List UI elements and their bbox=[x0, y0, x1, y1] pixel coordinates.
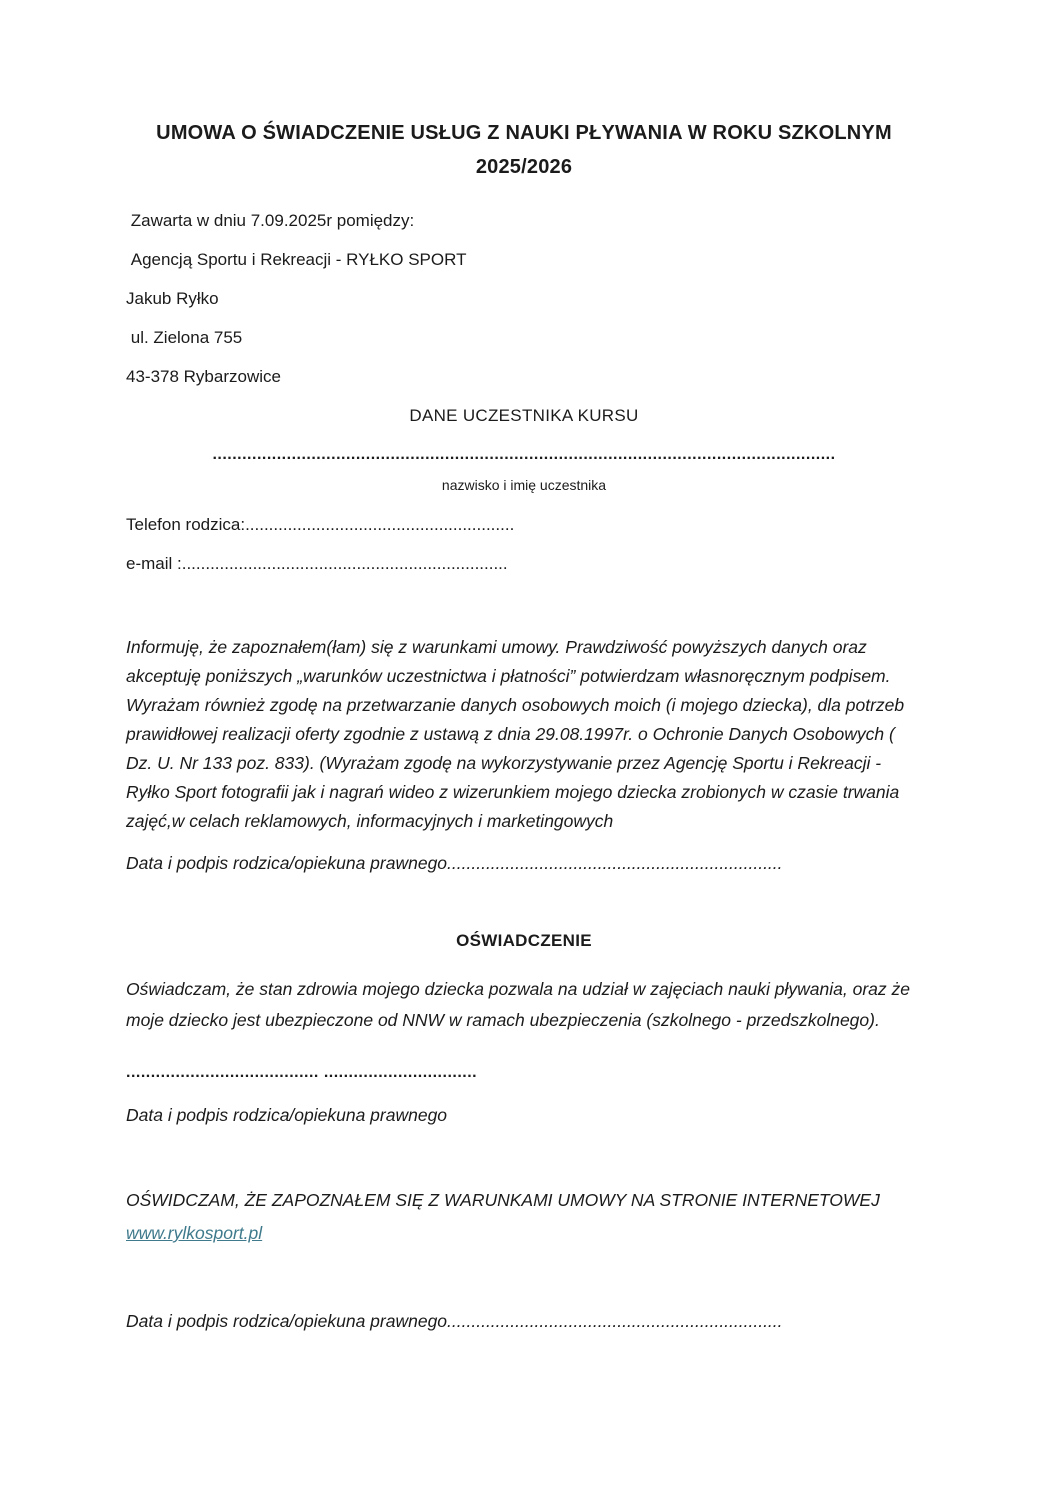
declaration-paragraph: Oświadczam, że stan zdrowia mojego dziecka pozwala na udział w zajęciach nauki pływania, oraz że moje dziecko jest ubezpieczone od NNW w ramach ubezpieczenia (szkolnego - przedszkolnego). bbox=[126, 979, 915, 1030]
parent-phone-field: Telefon rodzica:......................................................... bbox=[126, 515, 515, 534]
participant-name-field: .............................................................................................................................. bbox=[212, 446, 836, 463]
page-title-line2: 2025/2026 bbox=[475, 156, 573, 178]
street-address-line: ul. Zielona 755 bbox=[126, 328, 243, 347]
email-field: e-mail :..................................................................... bbox=[126, 554, 508, 573]
participant-section-heading: DANE UCZESTNIKA KURSU bbox=[409, 406, 639, 425]
consent-paragraph: Informuję, że zapoznałem(łam) się z warunkami umowy. Prawdziwość powyższych danych oraz akceptuję poniższych „warunków uczestnictwa i płatności” potwierdzam własnoręcznym podpisem. Wyrażam również zgodę na przetwarzanie danych osobowych moich (i mojego dziecka), dla potrzeb prawidłowej realizacji oferty zgodnie z ustawą z dnia 29.08.1997r. o Ochronie Danych Osobowych ( Dz. U. Nr 133 poz. 833). (Wyrażam zgodę na wykorzystywanie przez Agencję Sportu i Rekreacji -Ryłko Sport fotografii jak i nagrań wideo z wizerunkiem mojego dziecka zrobionych w czasie trwania zajęć,w celach reklamowych, informacyjnych i marketingowych bbox=[126, 637, 910, 831]
consent-signature-line: Data i podpis rodzica/opiekuna prawnego..................................................................... bbox=[126, 853, 783, 873]
declaration-signature-field: ....................................... ............................... bbox=[126, 1064, 478, 1081]
terms-statement-text: OŚWIDCZAM, ŻE ZAPOZNAŁEM SIĘ Z WARUNKAMI UMOWY NA STRONIE INTERNETOWEJ bbox=[126, 1190, 885, 1210]
terms-statement bbox=[126, 1184, 922, 1250]
website-link[interactable]: www.rylkosport.pl bbox=[126, 1223, 263, 1243]
contract-date-line: Zawarta w dniu 7.09.2025r pomiędzy: bbox=[126, 211, 415, 230]
owner-name-line: Jakub Ryłko bbox=[126, 289, 219, 308]
page-title bbox=[126, 116, 922, 184]
agency-name-line: Agencją Sportu i Rekreacji - RYŁKO SPORT bbox=[126, 250, 467, 269]
city-address-line: 43-378 Rybarzowice bbox=[126, 367, 281, 386]
page-title-line1: UMOWA O ŚWIADCZENIE USŁUG Z NAUKI PŁYWANIA W ROKU SZKOLNYM bbox=[156, 122, 892, 144]
declaration-signature-caption: Data i podpis rodzica/opiekuna prawnego bbox=[126, 1105, 448, 1125]
participant-name-caption: nazwisko i imię uczestnika bbox=[441, 477, 607, 493]
declaration-heading: OŚWIADCZENIE bbox=[456, 931, 592, 950]
footer-signature-line: Data i podpis rodzica/opiekuna prawnego..................................................................... bbox=[126, 1311, 783, 1331]
